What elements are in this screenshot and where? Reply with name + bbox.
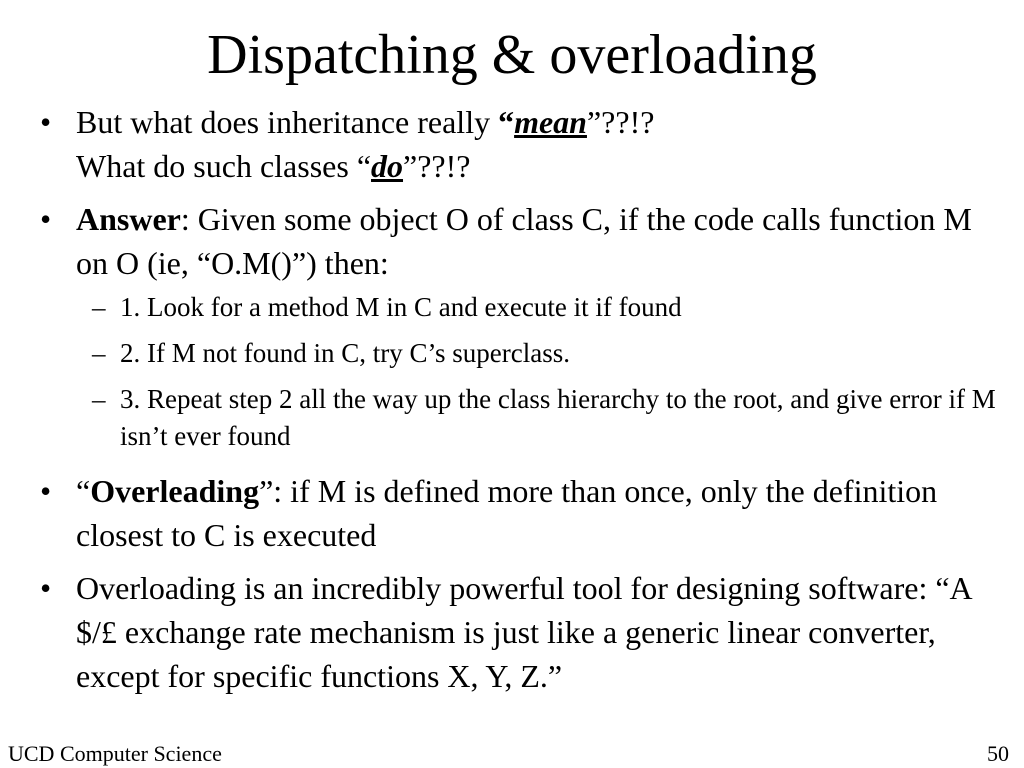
footer-department: UCD Computer Science [8, 741, 222, 766]
open-quote: “ [498, 104, 515, 140]
bullet-marker: • [40, 570, 52, 606]
bullet-answer [40, 197, 1000, 285]
bullet-text: But what does inheritance really [76, 104, 499, 140]
bullet-inheritance-question [40, 100, 1000, 188]
page-number: 50 [987, 741, 1009, 766]
emphasis-mean: mean [514, 104, 587, 140]
step-text: 3. Repeat step 2 all the way up the class hierarchy to the root, and give error if M isn’t ever found [120, 384, 996, 451]
bullet-marker: • [40, 473, 52, 509]
bullet-line [76, 144, 1000, 188]
overleading-label: Overleading [90, 473, 260, 509]
bullet-overloading [40, 566, 1000, 698]
answer-label: Answer [76, 201, 181, 237]
emphasis-do: do [371, 148, 404, 184]
answer-text: : Given some object O of class C, if the code calls function M on O (ie, “O.M()”) then: [76, 201, 972, 281]
open-quote: “ [76, 473, 91, 509]
bullet-text-suffix: ”??!? [403, 148, 471, 184]
list-item [40, 335, 1000, 372]
bullet-marker: • [40, 104, 52, 140]
bullet-overleading [40, 469, 1000, 557]
step-list [40, 289, 1000, 455]
bullet-list [40, 100, 1000, 707]
list-item [40, 289, 1000, 326]
dash-marker: – [92, 292, 106, 322]
step-text: 1. Look for a method M in C and execute it if found [120, 292, 682, 322]
step-text: 2. If M not found in C, try C’s superclass. [120, 338, 570, 368]
overleading-text: ”: if M is defined more than once, only the definition closest to C is executed [76, 473, 938, 553]
slide-title: Dispatching & overloading [207, 24, 817, 86]
bullet-line [76, 100, 1000, 144]
bullet-marker: • [40, 201, 52, 237]
overloading-text: Overloading is an incredibly powerful tool for designing software: “A $/£ exchange rate mechanism is just like a generic linear converter, except for specific functions X, Y, Z.” [76, 570, 971, 694]
dash-marker: – [92, 338, 106, 368]
bullet-text: What do such classes “ [76, 148, 372, 184]
dash-marker: – [92, 384, 106, 414]
list-item [40, 381, 1000, 455]
bullet-text-suffix: ”??!? [586, 104, 655, 140]
